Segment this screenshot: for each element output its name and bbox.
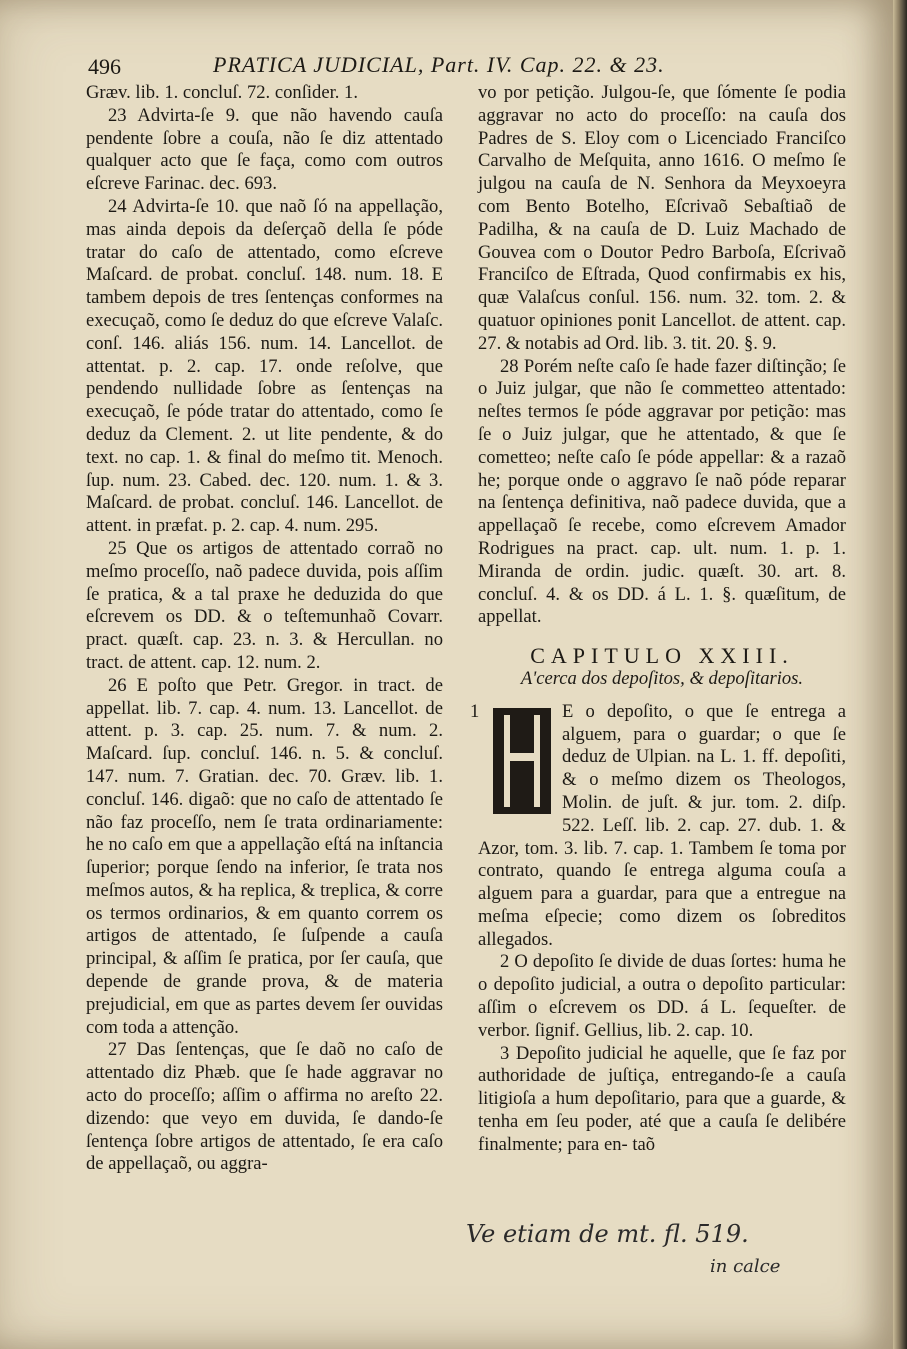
left-column [86,82,443,1176]
paragraph: 27 Das ſentenças, que ſe daõ no caſo de attentado diz Phæb. que ſe hade aggravar no acto do proceſſo; aſſim o affirma no areſto 22. dizendo: que veyo em duvida, ſe dando-ſe ſentença ſobre artigos de attentado, ſe era caſo de appellaçaõ, ou aggra- [86,1039,443,1175]
paragraph: Græv. lib. 1. concluſ. 72. conſider. 1. [86,82,358,103]
handwritten-line-2: in calce [710,1256,781,1277]
page-edge [893,0,907,1349]
paragraph: 26 E poſto que Petr. Gregor. in tract. de appellat. lib. 7. cap. 4. num. 13. Lancellot. de attent. p. 3. cap. 25. num. 7. & num. 2. Maſcard. ſup. concluſ. 146. n. 5. & concluſ. 147. num. 7. Gratian. dec. 70. Græv. lib. 1. concluſ. 146. digaõ: que no caſo de attentado ſe não faz proceſſo, nem ſe trata ordinariamente: he no caſo em que a appellação eſtá na inſtancia ſuperior; porque ſendo na inferior, ſe trata nos meſmos autos, & ha replica, & treplica, & corre os termos ordinarios, & em quanto correm os artigos de attentado, ſe ſuſpende a cauſa principal, & aſſim ſe pratica, por ſer cauſa, que depende de grande prova, & de materia prejudicial, em que as partes devem ſer ouvidas com toda a attenção. [86,674,443,1038]
paragraph: 28 Porém neſte caſo ſe hade fazer diſtinção; ſe o Juiz julgar, que não ſe commetteo attentado: neſtes termos ſe póde aggravar por petição: mas ſe o Juiz julgar, que he attentado, & que ſe cometteo; neſte caſo ſe póde appellar: & a razaõ he; porque onde o aggravo ſe naõ póde reparar na ſentença definitiva, naõ padece duvida, que a appellaçaõ ſe recebe, como eſcrevem Amador Rodrigues na pract. cap. ult. num. 1. p. 1. Miranda de ordin. judic. quæſt. 30. art. 8. concluſ. 4. & os DD. á L. 1. §. quæſitum, de appellat. [478,355,846,628]
right-column [470,82,846,1157]
page-number: 496 [88,54,121,79]
page-header [88,52,848,86]
paragraph: vo por petição. Julgou-ſe, que ſómente ſe podia aggravar no acto do proceſſo: na cauſa dos Padres de S. Eloy com o Licenciado Franciſco Carvalho de Meſquita, anno 1616. O meſmo ſe julgou na cauſa de N. Senhora da Meyxoeyra com Bento Botelho, Eſcrivaõ Sebaſtiaõ de Padilha, & na cauſa de D. Luiz Machado de Gouvea com o Doutor Pedro Barboſa, Eſcrivaõ Franciſco de Eſtrada, Quod confirmabis ex his, quæ Valaſcus conſul. 156. num. 32. tom. 2. & quatuor opiniones ponit Lancellot. de attent. cap. 27. & notabis ad Ord. lib. 3. tit. 20. §. 9. [478,82,846,354]
handwritten-note [460,1220,850,1300]
decorated-initial-icon [490,705,554,817]
paragraph: 3 Depoſito judicial he aquelle, que ſe faz por authoridade de juſtiça, entregando-ſe a cauſa litigioſa a hum depoſitario, para que a guarde, & tenha em ſeu poder, até que a cauſa ſe delibére finalmente; para en- taõ [478,1042,846,1155]
paragraph: 2 O depoſito ſe divide de duas ſortes: huma he o depoſito judicial, a outra o depoſito particular: aſſim o eſcrevem os DD. á L. ſequeſter. de verbor. ſignif. Gellius, lib. 2. cap. 10. [478,951,846,1041]
paragraph: 23 Advirta-ſe 9. que não havendo cauſa pendente ſobre a couſa, não ſe diz attentado qualquer acto que ſe faça, como com outros eſcreve Farinac. dec. 693. [86,104,443,195]
chapter-subtitle: A'cerca dos depoſitos, & depoſitarios. [520,667,804,689]
paragraph: 24 Advirta-ſe 10. que naõ ſó na appellação, mas ainda depois da deſerçaõ della ſe póde tratar do caſo de attentado, como eſcreve Maſcard. de probat. concluſ. 148. num. 18. E tambem depois de tres ſentenças conformes na execuçaõ, como ſe deduz do que eſcreve Valaſc. conſ. 146. aliás 156. num. 14. Lancellot. de attentat. p. 2. cap. 17. onde reſolve, que pendendo nullidade ſobre as ſentenças na execuçaõ, ſe póde tratar do attentado, como ſe deduz da Clement. 2. ut lite pendente, & do text. no cap. 1. & final do meſmo tit. Menoch. ſup. num. 23. Cabed. dec. 120. num. 1. & 3. Maſcard. de probat. concluſ. 146. Lancellot. de attent. in præfat. p. 2. cap. 4. num. 295. [86,195,443,537]
handwritten-line-1: Ve etiam de mt. fl. 519. [466,1220,749,1248]
paragraph-number: 1 [470,700,480,722]
running-head: PRATICA JUDICIAL, Part. IV. Cap. 22. & 23. [213,52,665,77]
paragraph: 25 Que os artigos de attentado corraõ no meſmo proceſſo, naõ padece duvida, pois aſſim ſe pratica, & a tal praxe he deduzida do que eſcrevem os DD. & o teſtemunhaõ Covarr. pract. quæſt. cap. 23. n. 3. & Hercullan. no tract. de attent. cap. 12. num. 2. [86,537,443,673]
chapter-title: CAPITULO XXIII. [530,643,794,669]
first-paragraph-text: E o depoſito, o que ſe entrega a alguem, para o guardar; o que ſe deduz de Ulpian. na L. 1. ff. depoſiti, & o meſmo dizem os Theologos, Molin. de juſt. & jur. tom. 2. diſp. 522. Leſſ. lib. 2. cap. 27. dub. 1. & Azor, tom. 3. lib. 7. cap. 1. Tambem ſe toma por contrato, quando ſe entrega alguma couſa a alguem para a guardar, para que a entregue na meſma eſpecie; como dizem os ſobreditos allegados. [478,700,846,950]
first-paragraph [470,700,846,952]
